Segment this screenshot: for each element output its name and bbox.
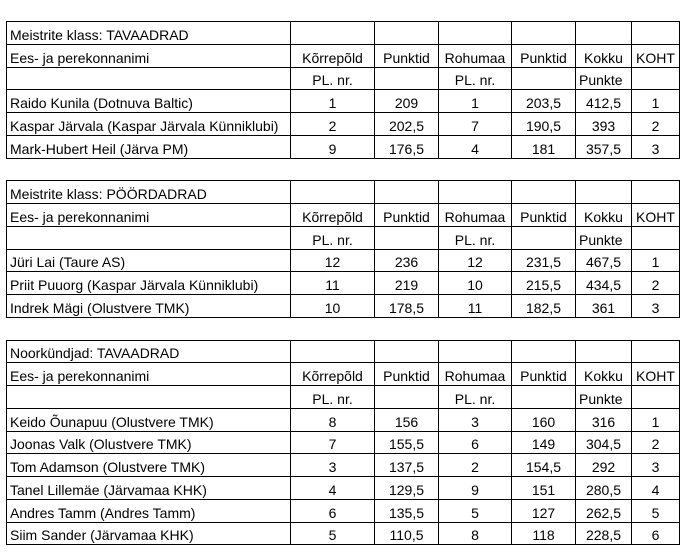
- cell-kokku[interactable]: 393: [576, 113, 632, 136]
- cell-korrepold-pl-nr[interactable]: 6: [291, 499, 375, 522]
- empty-cell[interactable]: [375, 386, 439, 409]
- cell-rohumaa-punktid[interactable]: 182,5: [512, 295, 576, 318]
- cell-korrepold-punktid[interactable]: 156: [375, 408, 439, 431]
- empty-cell[interactable]: [439, 22, 512, 45]
- cell-korrepold-pl-nr[interactable]: 9: [291, 135, 375, 158]
- col-header-punktid[interactable]: Punktid: [375, 363, 439, 386]
- col-subheader-punkte[interactable]: Punkte: [576, 226, 632, 249]
- cell-kokku[interactable]: 262,5: [576, 499, 632, 522]
- col-subheader-punkte[interactable]: Punkte: [576, 67, 632, 90]
- section-title[interactable]: Noorkündjad: TAVAADRAD: [7, 340, 291, 363]
- cell-korrepold-pl-nr[interactable]: 12: [291, 249, 375, 272]
- cell-kokku[interactable]: 412,5: [576, 90, 632, 113]
- cell-rohumaa-pl-nr[interactable]: 4: [439, 135, 512, 158]
- empty-cell[interactable]: [632, 67, 680, 90]
- cell-rohumaa-pl-nr[interactable]: 6: [439, 431, 512, 454]
- col-subheader-pl-nr[interactable]: PL. nr.: [439, 226, 512, 249]
- section-title[interactable]: Meistrite klass: TAVAADRAD: [7, 22, 291, 45]
- col-header-korrepold[interactable]: Kõrrepõld: [291, 44, 375, 67]
- col-header-rohumaa[interactable]: Rohumaa: [439, 363, 512, 386]
- cell-name[interactable]: Siim Sander (Järvamaa KHK): [7, 522, 291, 545]
- empty-cell[interactable]: [375, 226, 439, 249]
- subheader-row: [7, 386, 680, 409]
- col-header-punktid[interactable]: Punktid: [512, 44, 576, 67]
- cell-name[interactable]: Raido Kunila (Dotnuva Baltic): [7, 90, 291, 113]
- col-header-korrepold[interactable]: Kõrrepõld: [291, 363, 375, 386]
- cell-name[interactable]: Tom Adamson (Olustvere TMK): [7, 454, 291, 477]
- empty-cell[interactable]: [632, 317, 680, 340]
- col-subheader-pl-nr[interactable]: PL. nr.: [291, 67, 375, 90]
- cell-kokku[interactable]: 467,5: [576, 249, 632, 272]
- header-row: [7, 363, 680, 386]
- empty-cell[interactable]: [632, 386, 680, 409]
- header-row: [7, 44, 680, 67]
- table-row: [7, 295, 680, 318]
- col-subheader-pl-nr[interactable]: PL. nr.: [439, 386, 512, 409]
- cell-koht[interactable]: 2: [632, 113, 680, 136]
- empty-cell[interactable]: [291, 340, 375, 363]
- empty-cell[interactable]: [375, 317, 439, 340]
- empty-cell[interactable]: [576, 158, 632, 181]
- section-title-row: [7, 340, 680, 363]
- col-header-rohumaa[interactable]: Rohumaa: [439, 44, 512, 67]
- empty-cell[interactable]: [291, 181, 375, 204]
- cell-korrepold-punktid[interactable]: 176,5: [375, 135, 439, 158]
- cell-rohumaa-punktid[interactable]: 215,5: [512, 272, 576, 295]
- empty-cell[interactable]: [439, 181, 512, 204]
- cell-name[interactable]: Mark-Hubert Heil (Järva PM): [7, 135, 291, 158]
- cell-rohumaa-punktid[interactable]: 190,5: [512, 113, 576, 136]
- cell-rohumaa-pl-nr[interactable]: 12: [439, 249, 512, 272]
- empty-cell[interactable]: [375, 158, 439, 181]
- cell-kokku[interactable]: 361: [576, 295, 632, 318]
- empty-cell[interactable]: [512, 226, 576, 249]
- table-row: [7, 249, 680, 272]
- cell-rohumaa-pl-nr[interactable]: 1: [439, 90, 512, 113]
- cell-name[interactable]: Priit Puuorg (Kaspar Järvala Künniklubi): [7, 272, 291, 295]
- col-subheader-pl-nr[interactable]: PL. nr.: [291, 386, 375, 409]
- cell-korrepold-punktid[interactable]: 202,5: [375, 113, 439, 136]
- empty-cell[interactable]: [439, 158, 512, 181]
- col-header-koht[interactable]: KOHT: [632, 204, 680, 227]
- cell-rohumaa-pl-nr[interactable]: 7: [439, 113, 512, 136]
- results-sheet: [6, 21, 680, 545]
- cell-kokku[interactable]: 357,5: [576, 135, 632, 158]
- table-row: [7, 522, 680, 545]
- cell-korrepold-punktid[interactable]: 178,5: [375, 295, 439, 318]
- cell-koht[interactable]: 1: [632, 249, 680, 272]
- cell-kokku[interactable]: 280,5: [576, 477, 632, 500]
- cell-kokku[interactable]: 304,5: [576, 431, 632, 454]
- cell-koht[interactable]: 3: [632, 135, 680, 158]
- cell-rohumaa-pl-nr[interactable]: 5: [439, 499, 512, 522]
- section-title-row: [7, 181, 680, 204]
- col-header-name[interactable]: Ees- ja perekonnanimi: [7, 204, 291, 227]
- empty-cell[interactable]: [632, 158, 680, 181]
- cell-rohumaa-punktid[interactable]: 118: [512, 522, 576, 545]
- table-row: [7, 499, 680, 522]
- table-row: [7, 90, 680, 113]
- table-row: [7, 113, 680, 136]
- subheader-row: [7, 67, 680, 90]
- table-row: [7, 477, 680, 500]
- col-header-punktid[interactable]: Punktid: [375, 204, 439, 227]
- cell-korrepold-punktid[interactable]: 129,5: [375, 477, 439, 500]
- col-subheader-pl-nr[interactable]: PL. nr.: [291, 226, 375, 249]
- blank-row: [7, 317, 680, 340]
- empty-cell[interactable]: [512, 22, 576, 45]
- empty-cell[interactable]: [632, 226, 680, 249]
- col-header-kokku[interactable]: Kokku: [576, 204, 632, 227]
- cell-kokku[interactable]: 292: [576, 454, 632, 477]
- empty-cell[interactable]: [576, 340, 632, 363]
- cell-rohumaa-punktid[interactable]: 203,5: [512, 90, 576, 113]
- cell-korrepold-punktid[interactable]: 219: [375, 272, 439, 295]
- cell-rohumaa-punktid[interactable]: 149: [512, 431, 576, 454]
- empty-cell[interactable]: [512, 158, 576, 181]
- empty-cell[interactable]: [375, 22, 439, 45]
- cell-rohumaa-punktid[interactable]: 181: [512, 135, 576, 158]
- empty-cell[interactable]: [7, 158, 291, 181]
- col-subheader-pl-nr[interactable]: PL. nr.: [439, 67, 512, 90]
- col-header-koht[interactable]: KOHT: [632, 44, 680, 67]
- table-row: [7, 408, 680, 431]
- cell-koht[interactable]: 1: [632, 90, 680, 113]
- table-row: [7, 431, 680, 454]
- empty-cell[interactable]: [512, 67, 576, 90]
- cell-koht[interactable]: 3: [632, 295, 680, 318]
- cell-korrepold-pl-nr[interactable]: 1: [291, 90, 375, 113]
- subheader-row: [7, 226, 680, 249]
- cell-rohumaa-punktid[interactable]: 154,5: [512, 454, 576, 477]
- col-header-kokku[interactable]: Kokku: [576, 44, 632, 67]
- cell-koht[interactable]: 2: [632, 272, 680, 295]
- col-header-rohumaa[interactable]: Rohumaa: [439, 204, 512, 227]
- cell-name[interactable]: Kaspar Järvala (Kaspar Järvala Künniklubi): [7, 113, 291, 136]
- empty-cell[interactable]: [291, 22, 375, 45]
- cell-korrepold-pl-nr[interactable]: 8: [291, 408, 375, 431]
- blank-row: [7, 158, 680, 181]
- cell-name[interactable]: Jüri Lai (Taure AS): [7, 249, 291, 272]
- empty-cell[interactable]: [576, 181, 632, 204]
- cell-korrepold-punktid[interactable]: 137,5: [375, 454, 439, 477]
- empty-cell[interactable]: [7, 226, 291, 249]
- cell-name[interactable]: Joonas Valk (Olustvere TMK): [7, 431, 291, 454]
- empty-cell[interactable]: [7, 317, 291, 340]
- cell-rohumaa-punktid[interactable]: 151: [512, 477, 576, 500]
- cell-korrepold-pl-nr[interactable]: 10: [291, 295, 375, 318]
- header-row: [7, 204, 680, 227]
- cell-rohumaa-pl-nr[interactable]: 9: [439, 477, 512, 500]
- cell-rohumaa-pl-nr[interactable]: 3: [439, 408, 512, 431]
- cell-koht[interactable]: 5: [632, 499, 680, 522]
- empty-cell[interactable]: [576, 317, 632, 340]
- empty-cell[interactable]: [632, 340, 680, 363]
- cell-rohumaa-punktid[interactable]: 160: [512, 408, 576, 431]
- empty-cell[interactable]: [439, 317, 512, 340]
- empty-cell[interactable]: [7, 67, 291, 90]
- cell-kokku[interactable]: 434,5: [576, 272, 632, 295]
- empty-cell[interactable]: [375, 67, 439, 90]
- cell-koht[interactable]: 6: [632, 522, 680, 545]
- cell-rohumaa-pl-nr[interactable]: 8: [439, 522, 512, 545]
- cell-name[interactable]: Tanel Lillemäe (Järvamaa KHK): [7, 477, 291, 500]
- table-row: [7, 272, 680, 295]
- cell-korrepold-pl-nr[interactable]: 5: [291, 522, 375, 545]
- col-subheader-punkte[interactable]: Punkte: [576, 386, 632, 409]
- col-header-koht[interactable]: KOHT: [632, 363, 680, 386]
- empty-cell[interactable]: [291, 158, 375, 181]
- cell-koht[interactable]: 4: [632, 477, 680, 500]
- col-header-punktid[interactable]: Punktid: [512, 363, 576, 386]
- empty-cell[interactable]: [512, 181, 576, 204]
- col-header-punktid[interactable]: Punktid: [512, 204, 576, 227]
- cell-korrepold-punktid[interactable]: 209: [375, 90, 439, 113]
- cell-korrepold-pl-nr[interactable]: 4: [291, 477, 375, 500]
- empty-cell[interactable]: [291, 317, 375, 340]
- sheet-body: [7, 22, 680, 545]
- cell-rohumaa-pl-nr[interactable]: 10: [439, 272, 512, 295]
- cell-korrepold-punktid[interactable]: 135,5: [375, 499, 439, 522]
- cell-rohumaa-pl-nr[interactable]: 2: [439, 454, 512, 477]
- empty-cell[interactable]: [632, 181, 680, 204]
- cell-rohumaa-punktid[interactable]: 127: [512, 499, 576, 522]
- table-row: [7, 454, 680, 477]
- empty-cell[interactable]: [512, 340, 576, 363]
- cell-korrepold-pl-nr[interactable]: 3: [291, 454, 375, 477]
- cell-kokku[interactable]: 316: [576, 408, 632, 431]
- cell-name[interactable]: Indrek Mägi (Olustvere TMK): [7, 295, 291, 318]
- cell-koht[interactable]: 2: [632, 431, 680, 454]
- empty-cell[interactable]: [632, 22, 680, 45]
- cell-kokku[interactable]: 228,5: [576, 522, 632, 545]
- cell-korrepold-pl-nr[interactable]: 7: [291, 431, 375, 454]
- empty-cell[interactable]: [576, 22, 632, 45]
- col-header-korrepold[interactable]: Kõrrepõld: [291, 204, 375, 227]
- empty-cell[interactable]: [512, 386, 576, 409]
- empty-cell[interactable]: [375, 181, 439, 204]
- section-title-row: [7, 22, 680, 45]
- cell-korrepold-pl-nr[interactable]: 11: [291, 272, 375, 295]
- cell-korrepold-punktid[interactable]: 155,5: [375, 431, 439, 454]
- col-header-punktid[interactable]: Punktid: [375, 44, 439, 67]
- section-title[interactable]: Meistrite klass: PÖÖRDADRAD: [7, 181, 291, 204]
- cell-koht[interactable]: 1: [632, 408, 680, 431]
- cell-name[interactable]: Andres Tamm (Andres Tamm): [7, 499, 291, 522]
- empty-cell[interactable]: [375, 340, 439, 363]
- col-header-name[interactable]: Ees- ja perekonnanimi: [7, 363, 291, 386]
- cell-rohumaa-pl-nr[interactable]: 11: [439, 295, 512, 318]
- col-header-kokku[interactable]: Kokku: [576, 363, 632, 386]
- cell-rohumaa-punktid[interactable]: 231,5: [512, 249, 576, 272]
- cell-name[interactable]: Keido Õunapuu (Olustvere TMK): [7, 408, 291, 431]
- table-row: [7, 135, 680, 158]
- empty-cell[interactable]: [512, 317, 576, 340]
- col-header-name[interactable]: Ees- ja perekonnanimi: [7, 44, 291, 67]
- cell-koht[interactable]: 3: [632, 454, 680, 477]
- cell-korrepold-pl-nr[interactable]: 2: [291, 113, 375, 136]
- empty-cell[interactable]: [7, 386, 291, 409]
- cell-korrepold-punktid[interactable]: 110,5: [375, 522, 439, 545]
- cell-korrepold-punktid[interactable]: 236: [375, 249, 439, 272]
- empty-cell[interactable]: [439, 340, 512, 363]
